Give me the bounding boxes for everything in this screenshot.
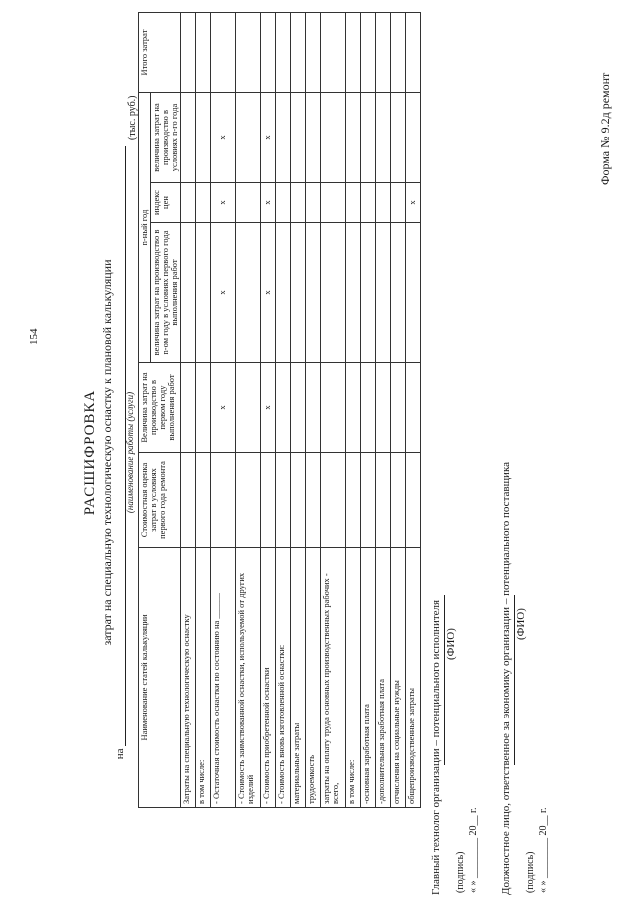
signature2-podpis: (подпись) — [525, 851, 536, 893]
cell-mark — [375, 183, 390, 223]
cell-mark — [360, 223, 375, 363]
signature2-date: « » ________ 20__ г. — [538, 807, 549, 893]
cell-mark — [180, 12, 195, 92]
row-label: общепроизводственные затраты — [405, 548, 420, 808]
cell-mark: х — [210, 363, 235, 453]
header-price-index: индекс цен — [150, 183, 180, 223]
cell-mark — [275, 92, 290, 182]
cell-mark — [320, 183, 345, 223]
cell-mark: х — [210, 92, 235, 182]
page-number: 154 — [28, 328, 40, 345]
cell-mark — [260, 453, 275, 548]
cell-mark: х — [260, 223, 275, 363]
cell-mark — [390, 183, 405, 223]
cell-mark — [345, 363, 360, 453]
cell-mark — [290, 12, 305, 92]
table-row — [260, 12, 275, 807]
cell-mark — [290, 92, 305, 182]
cell-mark: х — [260, 92, 275, 182]
cell-mark — [305, 183, 320, 223]
cost-breakdown-table — [138, 12, 421, 808]
table-row — [375, 12, 390, 807]
header-cost-estimate: Стоимостная оценка затрат в условиях первого года ремонта — [139, 453, 181, 548]
cell-mark — [390, 92, 405, 182]
row-label: трудоемкость — [305, 548, 320, 808]
table-row — [195, 12, 210, 807]
cell-mark — [390, 363, 405, 453]
cell-mark — [345, 223, 360, 363]
na-prefix: на — [114, 748, 126, 760]
cell-mark — [290, 453, 305, 548]
header-nth-cost: величина затрат на производство в n-ом году в условиях первого года выполнения работ — [150, 223, 180, 363]
cell-mark — [180, 363, 195, 453]
cell-mark — [375, 453, 390, 548]
cell-mark — [405, 92, 420, 182]
header-first-year: Величина затрат на производство в первом году выполнения работ — [139, 363, 181, 453]
cell-mark — [375, 92, 390, 182]
cell-mark — [320, 223, 345, 363]
cell-mark — [305, 363, 320, 453]
cell-mark — [275, 12, 290, 92]
cell-mark — [210, 12, 235, 92]
document-title: РАСШИФРОВКА — [82, 389, 98, 516]
cell-mark — [375, 223, 390, 363]
cell-mark — [405, 363, 420, 453]
table-row — [275, 12, 290, 807]
cell-mark: х — [260, 363, 275, 453]
cell-mark — [345, 12, 360, 92]
signature2-fio: (ФИО) — [515, 608, 527, 640]
cell-mark: х — [210, 183, 235, 223]
row-label: - Стоимость приобретенной оснастки — [260, 548, 275, 808]
cell-mark — [195, 223, 210, 363]
table-body — [180, 12, 420, 807]
cell-mark — [275, 363, 290, 453]
work-name-caption: (наименование работы (услуги) — [125, 391, 135, 514]
table-row — [290, 12, 305, 807]
cell-mark — [180, 223, 195, 363]
cell-mark — [375, 363, 390, 453]
cell-mark — [235, 223, 260, 363]
cell-mark — [320, 453, 345, 548]
table-row — [305, 12, 320, 807]
cell-mark: х — [210, 223, 235, 363]
cell-mark — [375, 12, 390, 92]
header-nth-cost-current: величина затрат на производство в условиях n-го года — [150, 92, 180, 182]
row-label: -дополнительная заработная плата — [375, 548, 390, 808]
table-row — [345, 12, 360, 807]
row-label: -основная заработная плата — [360, 548, 375, 808]
cell-mark — [180, 453, 195, 548]
cell-mark — [260, 12, 275, 92]
header-nth-year: n-ный год — [139, 92, 151, 362]
cell-mark: х — [405, 183, 420, 223]
signature1-podpis: (подпись) — [455, 851, 466, 893]
header-total: Итого затрат — [139, 12, 181, 92]
table-row — [360, 12, 375, 807]
signature1-fio-line — [444, 595, 445, 765]
cell-mark — [275, 223, 290, 363]
cell-mark — [235, 453, 260, 548]
cell-mark — [345, 453, 360, 548]
cell-mark — [405, 12, 420, 92]
cell-mark — [275, 453, 290, 548]
cell-mark — [345, 92, 360, 182]
cell-mark — [305, 223, 320, 363]
signature1-title: Главный технолог организации – потенциального исполнителя — [430, 599, 442, 895]
cell-mark — [320, 363, 345, 453]
cell-mark — [390, 453, 405, 548]
cell-mark — [360, 363, 375, 453]
cell-mark: х — [260, 183, 275, 223]
cell-mark — [305, 453, 320, 548]
table-row — [210, 12, 235, 807]
cell-mark — [305, 92, 320, 182]
table-row — [180, 12, 195, 807]
row-label: в том числе: — [195, 548, 210, 808]
cell-mark — [195, 12, 210, 92]
signature1-date: « » ________ 20__ г. — [468, 807, 479, 893]
header-items: Наименование статей калькуляции — [139, 548, 181, 808]
table-row — [405, 12, 420, 807]
cell-mark — [305, 12, 320, 92]
cell-mark — [320, 92, 345, 182]
cell-mark — [405, 453, 420, 548]
cell-mark — [235, 92, 260, 182]
cell-mark — [195, 363, 210, 453]
cell-mark — [360, 12, 375, 92]
row-label: отчисления на социальные нужды — [390, 548, 405, 808]
unit-label: (тыс. руб.) — [127, 95, 138, 140]
cell-mark — [360, 183, 375, 223]
table-row — [320, 12, 345, 807]
cell-mark — [290, 183, 305, 223]
cell-mark — [210, 453, 235, 548]
cell-mark — [180, 183, 195, 223]
cell-mark — [195, 453, 210, 548]
document-subtitle: затрат на специальную технологическую оснастку к плановой калькуляции — [100, 259, 114, 646]
row-label: Затраты на специальную технологическую оснастку — [180, 548, 195, 808]
cell-mark — [360, 92, 375, 182]
cell-mark — [195, 92, 210, 182]
cell-mark — [235, 183, 260, 223]
form-label: Форма № 9.2д ремонт — [598, 72, 612, 185]
cell-mark — [290, 223, 305, 363]
row-label: - Остаточная стоимость оснастки по состоянию на ______ — [210, 548, 235, 808]
cell-mark — [345, 183, 360, 223]
cell-mark — [195, 183, 210, 223]
row-label: - Стоимость заимствованной оснастки, используемой от других изделий — [235, 548, 260, 808]
cell-mark — [320, 12, 345, 92]
table-row — [235, 12, 260, 807]
cell-mark — [235, 363, 260, 453]
cell-mark — [180, 92, 195, 182]
cell-mark — [275, 183, 290, 223]
row-label: в том числе: — [345, 548, 360, 808]
table-row — [390, 12, 405, 807]
row-label: - Стоимость вновь изготовленной оснастки: — [275, 548, 290, 808]
cell-mark — [405, 223, 420, 363]
signature2-title: Должностное лицо, ответственное за экономику организации – потенциального поставщика — [500, 461, 512, 895]
row-label: материальные затраты — [290, 548, 305, 808]
row-label: затраты на оплату труда основных производственных рабочих - всего, — [320, 548, 345, 808]
signature1-fio: (ФИО) — [445, 628, 457, 660]
cell-mark — [235, 12, 260, 92]
cell-mark — [390, 12, 405, 92]
cell-mark — [290, 363, 305, 453]
cell-mark — [360, 453, 375, 548]
cell-mark — [390, 223, 405, 363]
